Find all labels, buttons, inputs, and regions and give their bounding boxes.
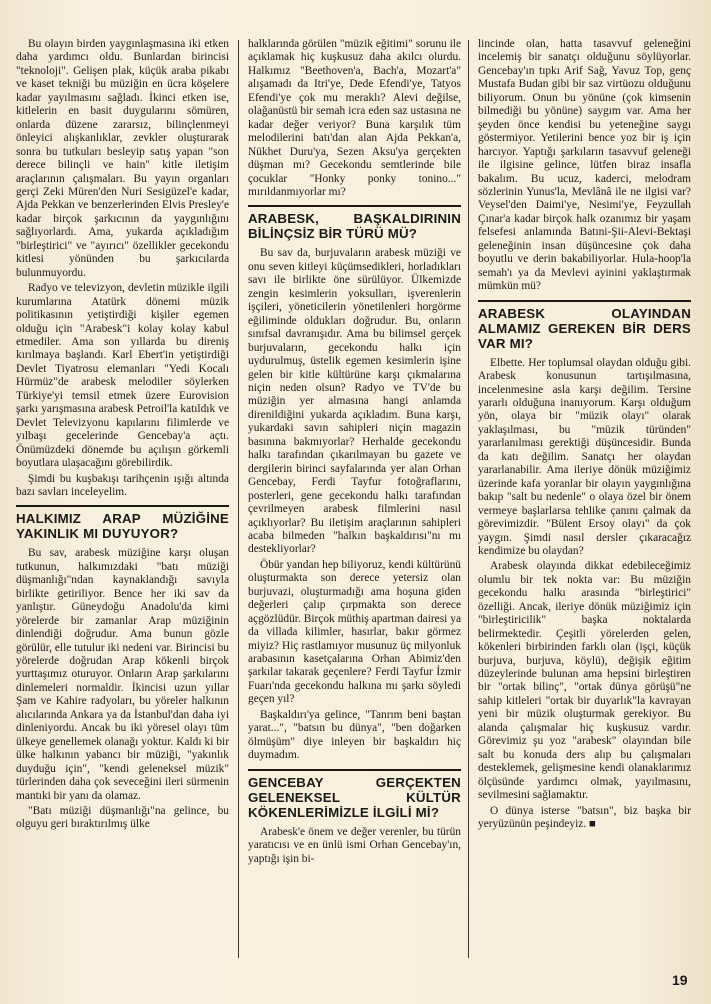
paragraph: O dünya isterse "batsın", biz başka bir yeryüzünün peşindeyiz. ■ <box>478 804 691 831</box>
page-number: 19 <box>672 972 688 988</box>
paragraph: Başkaldırı'ya gelince, "Tanrım beni baştan yarat...", "batsın bu dünya", "ben doğarken ölmüşüm" diye inleyen bir başkaldırı hiç duymadım. <box>248 708 461 762</box>
paragraph: Bu olayın birden yaygınlaşmasına iki etken daha yardımcı oldu. Bunlardan birincisi "teknoloji". Gelişen plak, küçük araba pikabı ve kaset tekniği bu müziğin en ücra köşelere kadar yayılmasını sağladı. İkinci etken ise, kitlelerin en basit duygularını sömüren, onlarda düzene zararsız, bilinçlenmeyi önleyici alışkanlıklar, zevkler oluşturarak sonra bu tutkuları besleyip satış yapan "son derece bilinçli ve hain" kitle iletişim araçlarının çalışmaları. Bu yayın organları gerçi Zeki Müren'den Nuri Sesigüzel'e kadar, Ajda Pekkan ve benzerlerinden Elvis Presley'e kadar birçok şarkıcının da yaygınlığını sağlıyorlardı. Ama, yukarda açıkladığım "birleştirici" ve "ayırıcı" özellikler gecekondu kitlesi yönünden bu şarkıcılarda bulunmuyordu. <box>16 38 229 279</box>
column-3 <box>478 38 691 833</box>
column-divider <box>468 40 469 958</box>
paragraph: Şimdi bu kuşbakışı tarihçenin ışığı altında bazı savları inceleyelim. <box>16 472 229 498</box>
paragraph: "Batı müziği düşmanlığı"na gelince, bu olguyu geri bıraktırılmış ülke <box>16 805 229 831</box>
paragraph: Radyo ve televizyon, devletin müzikle ilgili kurumlarına Atatürk dönemi müzik politikasının yetiştirdiği kişiler egemen olduğu için "Arabesk"i kolay kolay kabul etmediler. Ama son yıllarda bu direniş kırılmaya başlandı. Karl Ebert'in yetiştirdiği Devlet Tiyatrosu elemanları "Yedi Kocalı Hürmüz"de arabesk melodiler söylerken Türkiye'yi temsil etmek üzere Eurovision şarkı yarışmasına arabesk Petroil'la katıldık ve Devlet Televizyonu kapılarını filimlerde ve yılbaşı gecelerinde Gencebay'a açtı. Önümüzdeki dönemde bu açılışın görkemli boyutlara ulaşacağını görebilirdik. <box>16 282 229 470</box>
paragraph: Öbür yandan hep biliyoruz, kendi kültürünü oluşturmakta son derece yetersiz olan burjuvazi, oluşturmadığı ama hoşuna giden değerleri çalıp çırpmakta son derece açgözlüdür. Birçok müthiş apartman dairesi ya da villada kilimler, hasırlar, bakır görmez miyiz? Hiç rastlamıyor musunuz üç milyonluk arabasının kasetçalarına Orhan Abimiz'den şarkılar takarak geçenlere? Ferdi Tayfur İzmir Fuarı'nda gecekondu halkına mı şarkı söyledi geçen yıl? <box>248 558 461 706</box>
section-heading: HALKIMIZ ARAP MÜZİĞİNE YAKINLIK MI DUYUYOR? <box>16 505 229 541</box>
paragraph: lincinde olan, hatta tasavvuf geleneğini incelemiş bir sanatçı olduğunu söylüyorlar. Gencebay'ın tıpkı Arif Sağ, Yavuz Top, genç Mustafa Budan gibi bir saz virtüozu olduğunu biliyorum. Onun bu yönüne (çok kimsenin bilmediği bu yönüne) saygım var. Ama her şeyden önce kendisi bu yeteneğine saygı göstermiyor. Yetilerini bence yoz bir iş için harcıyor. Yaptığı şarkıların tasavvuf geleneği ile ilgisine gelince, lütfen biraz insafla bakalım. Bu ucuz, kaderci, melodram sözlerinin Yunus'la, Mevlânâ ile ne ilgisi var? Veysel'den Daimi'ye, Nesimi'ye, Feyzullah Çınar'a kadar birçok halk ozanımız bir yaşam felsefesi anlamında Batıni-Şii-Alevi-Bektaşi geleneğinin insan düşüncesine çok daha boyutlu ve derin bakabiliyorlar. Hula-hoop'la semah'ı ya da Mevlevi ayinini yaklaştırmak mümkün mü? <box>478 38 691 293</box>
section-heading: ARABESK, BAŞKALDIRININ BİLİNÇSİZ BİR TÜRÜ MÜ? <box>248 205 461 241</box>
column-divider <box>238 40 239 958</box>
column-2 <box>248 38 461 868</box>
section-heading: ARABESK OLAYINDAN ALMAMIZ GEREKEN BİR DERS VAR MI? <box>478 300 691 351</box>
paragraph: halklarında görülen "müzik eğitimi" sorunu ile açıklamak hiç kuşkusuz daha akılcı olurdu. Halkımız "Beethoven'a, Bach'a, Mozart'a" alışamadı da Itri'ye, Dede Efendi'ye, Tatyos Efendi'ye çok mu meraklı? Alevi değilse, olağanüstü bir semah icra eden saz ustasına ne kadar değer veriyor? Buna karşılık tüm melodilerini batı'dan alan Ajda Pekkan'a, Nükhet Duru'ya, Sezen Aksu'ya gerçekten düşman mı? Gecekondu semtlerinde bile çocuklar "Honky ponky tonino..." mırıldanmıyorlar mı? <box>248 38 461 198</box>
column-1 <box>16 38 229 834</box>
section-heading: GENCEBAY GERÇEKTEN GELENEKSEL KÜLTÜR KÖKENLERİMİZLE İLGİLİ Mİ? <box>248 769 461 820</box>
paragraph: Elbette. Her toplumsal olaydan olduğu gibi. Arabesk konusunun tartışılmasına, incelenmesine asla karşı değilim. Tersine yararlı olduğuna inanıyorum. Karşı olduğum yön, olaya bir "müzik olayı" olarak yaklaşılması, bu "müzik türünden" yararlanılması gerektiği düşüncesidir. Bunda da katı değilim. Sanatçı her olaydan yararlanabilir. Ama ileriye dönük müziğimiz üzerinde kafa yoranlar bir olayın yaygınlığına bakıp "salt bu nedenle" o olaya özel bir önem vermeye başlarlarsa tehlike çanını çalmak da görevimizdir. "Bülent Ersoy olayı" da çok yaygın. Şimdi nasıl dersler çıkaracağız kendimize bu olaydan? <box>478 356 691 557</box>
paragraph: Bu sav da, burjuvaların arabesk müziği ve onu seven kitleyi küçümsedikleri, horladıkları savı ile birlikte öne sürülüyor. Ülkemizde zengin kesimlerin yoksulları, işverenlerin işçileri, yöneticilerin yönetilenleri horgörme eğiliminde oldukları doğrudur. Bu, onların sınıfsal davranışıdır. Ama bu bilimsel gerçek burjuvaların, gecekondu halkı için uydurulmuş, üstelik egemen kesimlerin işine gelen bir kitle kültürüne karşı çıkmalarına niçin neden olsun? Radyo ve TV'de bu müziğin yer almasına hangi anlamda direnildiğini yukarda açıkladım. Buna karşı, yukardaki savın sahipleri niçin magazin basınına bakmıyorlar? Herhalde gecekondu halkı tarafından çıkarılmayan bu gazete ve dergilerin birinci sayfalarında yer alan Orhan Gencebay, Ferdi Tayfur fotoğraflarını, posterleri, gene gecekondu halkı tarafından çevrilmeyen arabesk filmlerini nasıl açıklıyorlar? Bu iletişim araçlarının sahipleri acaba bilmeden "halkın başkaldırısı"nı mı destekliyorlar? <box>248 247 461 556</box>
paragraph: Bu sav, arabesk müziğine karşı oluşan tutkunun, halkımızdaki "batı müziği düşmanlığı"ndan kaynaklandığı savıyla birlikte getiriliyor. Bence her iki sav da yanlıştır. Güneydoğu Anadolu'da kimi yörelerde bir zamanlar Arap müziğinin dinlendiği doğrudur. Ama bunun gözle görülür, elle tutulur iki nedeni var. Birincisi bu yörelerde doğrudan Arap kökenli birçok yurttaşımız oturuyor. Onların Arap şarkılarını dinlemeleri normaldir. İkincisi uzun yıllar Şam ve Kahire radyoları, bu yöreler halkının alıcılarında Ankara ya da İstanbul'dan daha iyi dinleniyordu. Ancak bu iki yöresel olayı tüm ülkeye genellemek olanağı yoktur. Kaldı ki bir ülke halkının yabancı bir müziği, "yakınlık duyduğu için", "kendi geleneksel müzik" türlerinden daha çok seveceğini ileri sürmenin mantıki bir yanı da olamaz. <box>16 547 229 802</box>
paragraph: Arabesk'e önem ve değer verenler, bu türün yaratıcısı ve en ünlü ismi Orhan Gencebay'ın, yaptığı işin bi- <box>248 825 461 865</box>
paragraph: Arabesk olayında dikkat edebileceğimiz olumlu bir tek nokta var: Bu müziğin gecekondu halkı arasında "birleştirici" özelliği. Ancak, ileriye dönük müziğimiz için "birleştiricilik" başka noktalarda belirmektedir. Çeşitli yörelerden gelen, kökenleri birbirinden farklı olan (işçi, küçük burjuva, burjuva, köylü), değişik eğitim düzeylerinde bulunan ama hepsini birleştiren bir "ortak bilinç", "ortak dünya görüşü"ne sahip kitleleri "ortak bir duyarlık"la kavrayan yeni bir müzik oluşturmak gerekiyor. Bu alanda çalışmalar hiç kuşkusuz vardır. Görevimiz şu yoz "arabesk" olayından bile salt bu konuda ders alıp bu çalışmaları desteklemek, gelişmesine kendi olanaklarımız ölçüsünde yardımcı olmak, yayılmasını, sevilmesini sağlamaktır. <box>478 560 691 802</box>
